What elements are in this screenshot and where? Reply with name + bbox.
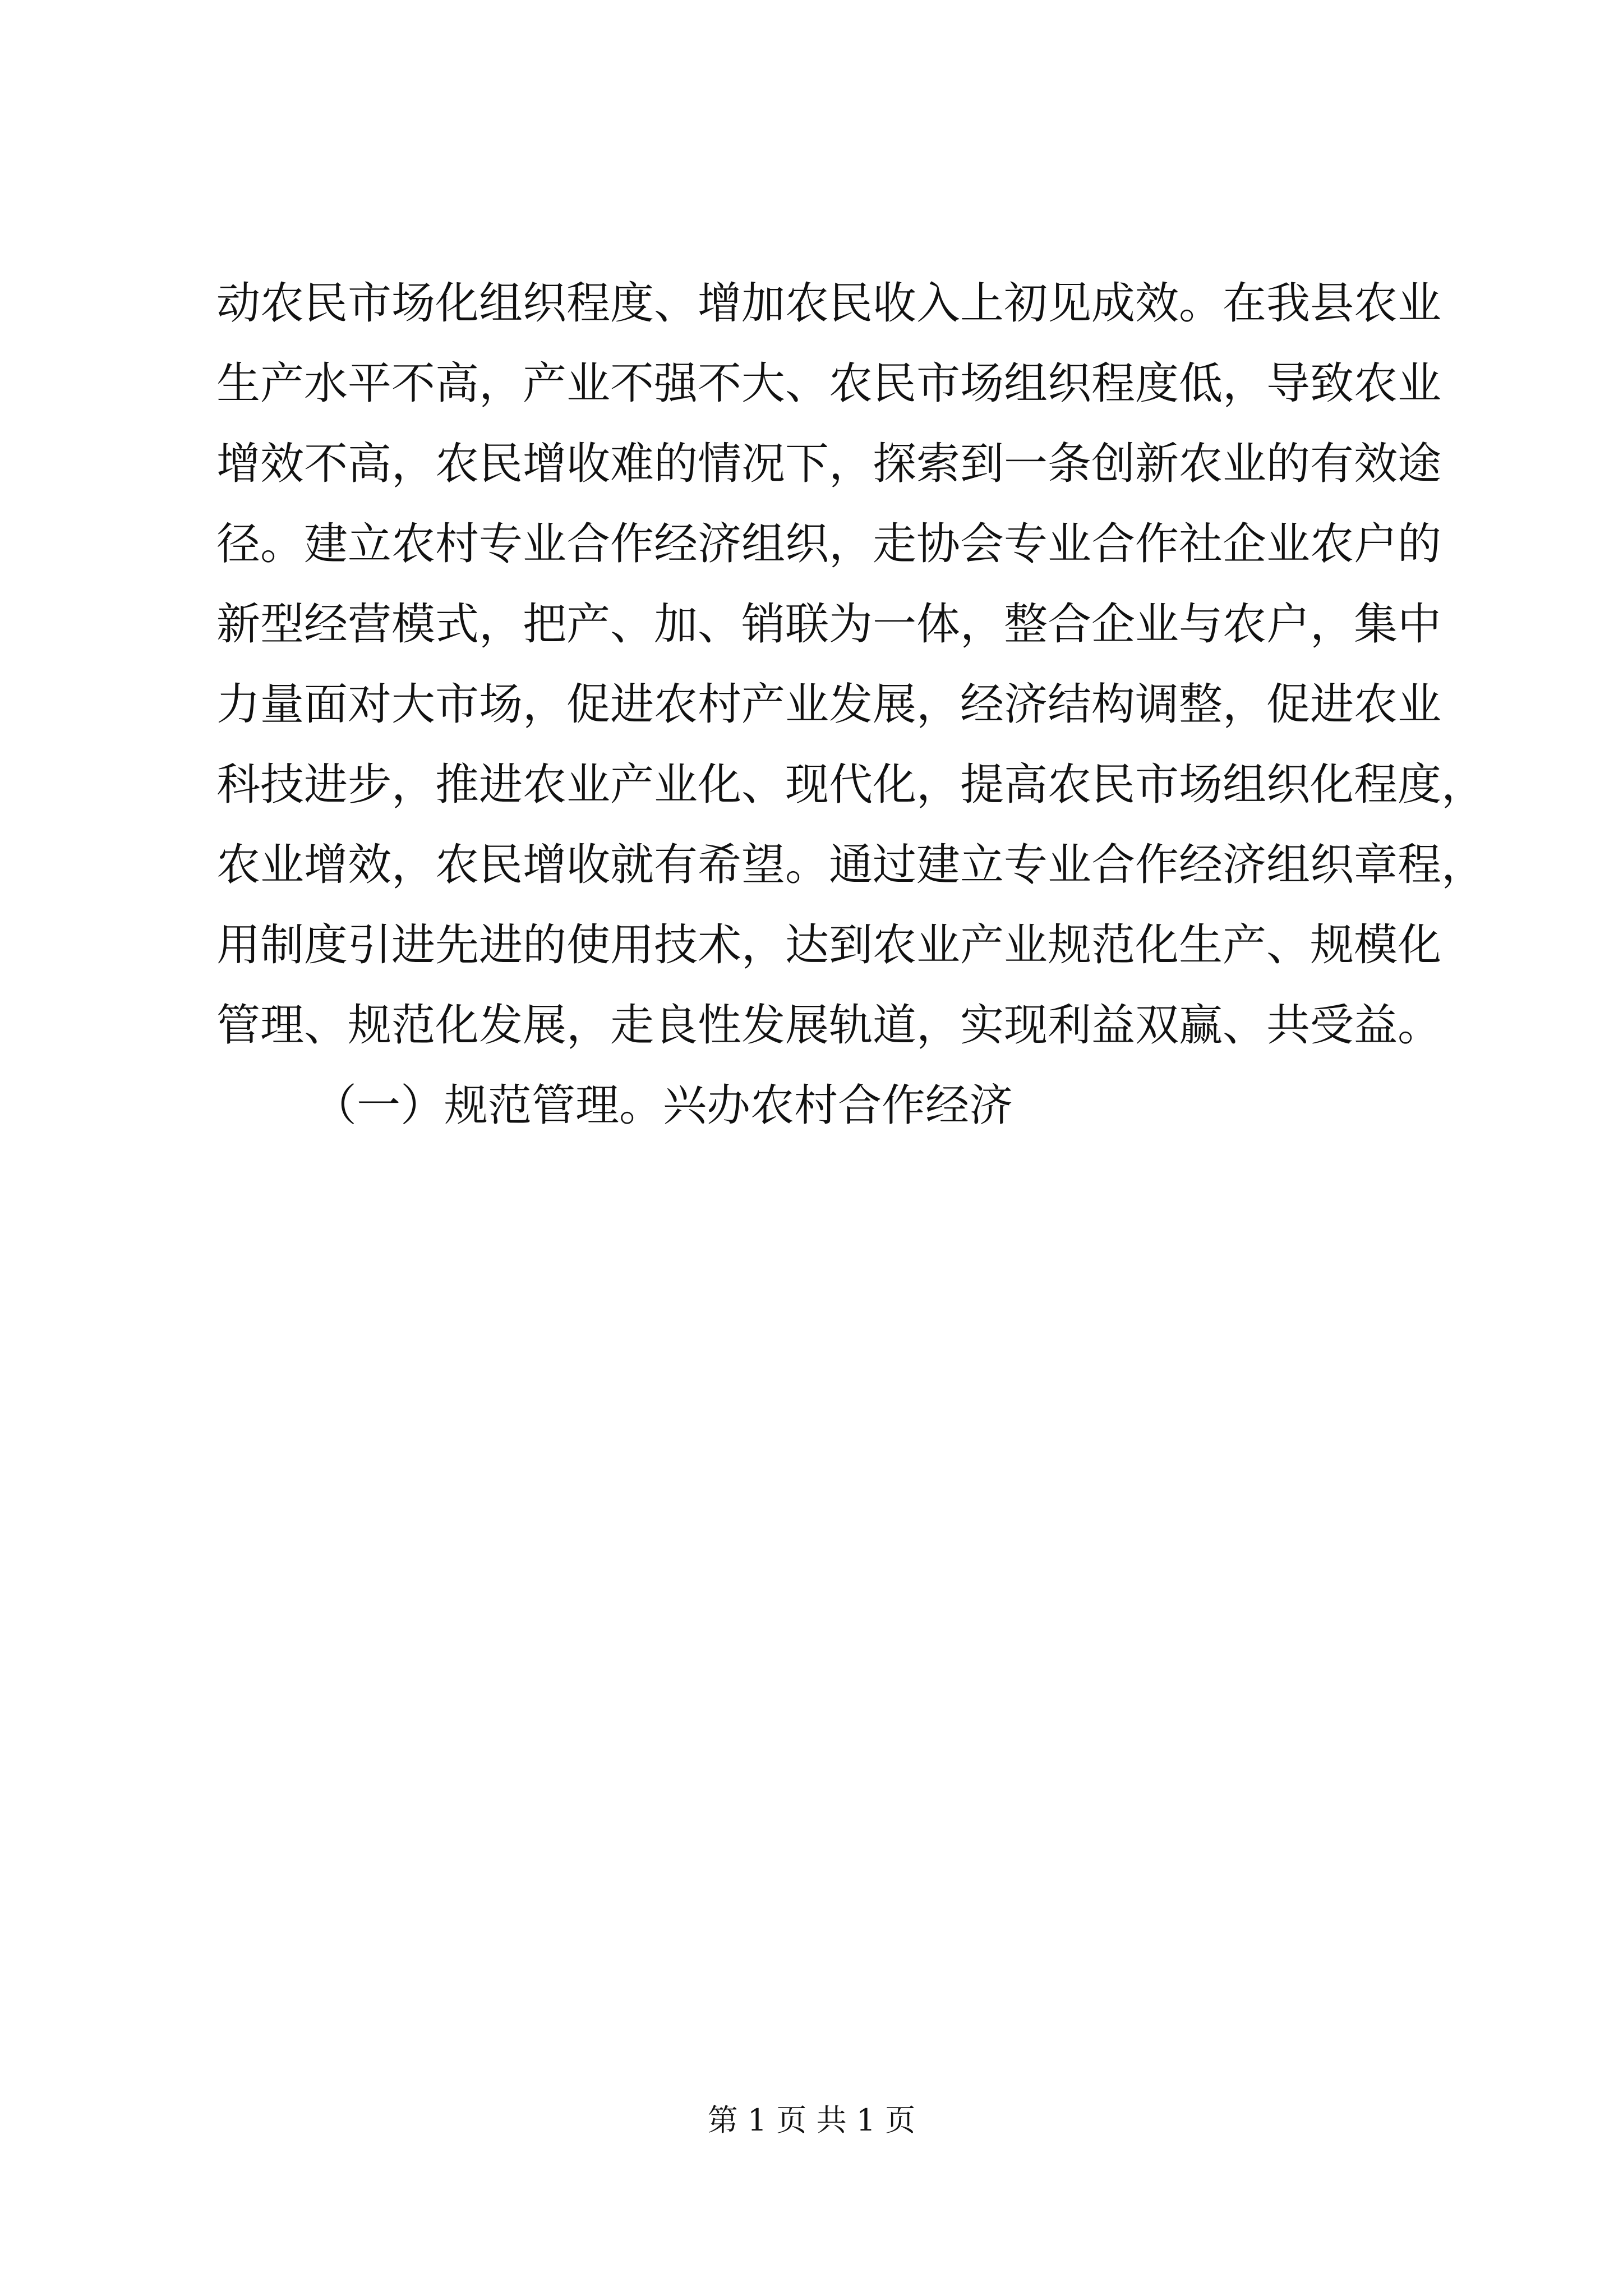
- body-text: [216, 264, 1486, 1146]
- paragraph-line: 农业增效，农民增收就有希望。通过建立专业合作经济组织章程，: [216, 840, 1486, 890]
- paragraph-line: 径。建立农村专业合作经济组织，走协会专业合作社企业农户的: [216, 519, 1442, 569]
- paragraph-line: 增效不高，农民增收难的情况下，探索到一条创新农业的有效途: [216, 439, 1442, 489]
- paragraph-line: 动农民市场化组织程度、增加农民收入上初见成效。在我县农业: [216, 278, 1442, 329]
- paragraph-line: 生产水平不高，产业不强不大、农民市场组织程度低，导致农业: [216, 358, 1442, 409]
- paragraph-line: 科技进步，推进农业产业化、现代化，提高农民市场组织化程度，: [216, 760, 1486, 810]
- paragraph-line: 力量面对大市场，促进农村产业发展，经济结构调整，促进农业: [216, 679, 1442, 730]
- paragraph-line: 新型经营模式，把产、加、销联为一体，整合企业与农户，集中: [216, 599, 1442, 650]
- page-number-label: 第 1 页 共 1 页: [707, 2102, 916, 2138]
- page-footer: [0, 2101, 1623, 2140]
- paragraph-line: 管理、规范化发展，走良性发展轨道，实现利益双赢、共受益。: [216, 1000, 1442, 1051]
- section-heading: （一）规范管理。兴办农村合作经济: [313, 1080, 1013, 1131]
- paragraph-line: 用制度引进先进的使用技术，达到农业产业规范化生产、规模化: [216, 920, 1442, 970]
